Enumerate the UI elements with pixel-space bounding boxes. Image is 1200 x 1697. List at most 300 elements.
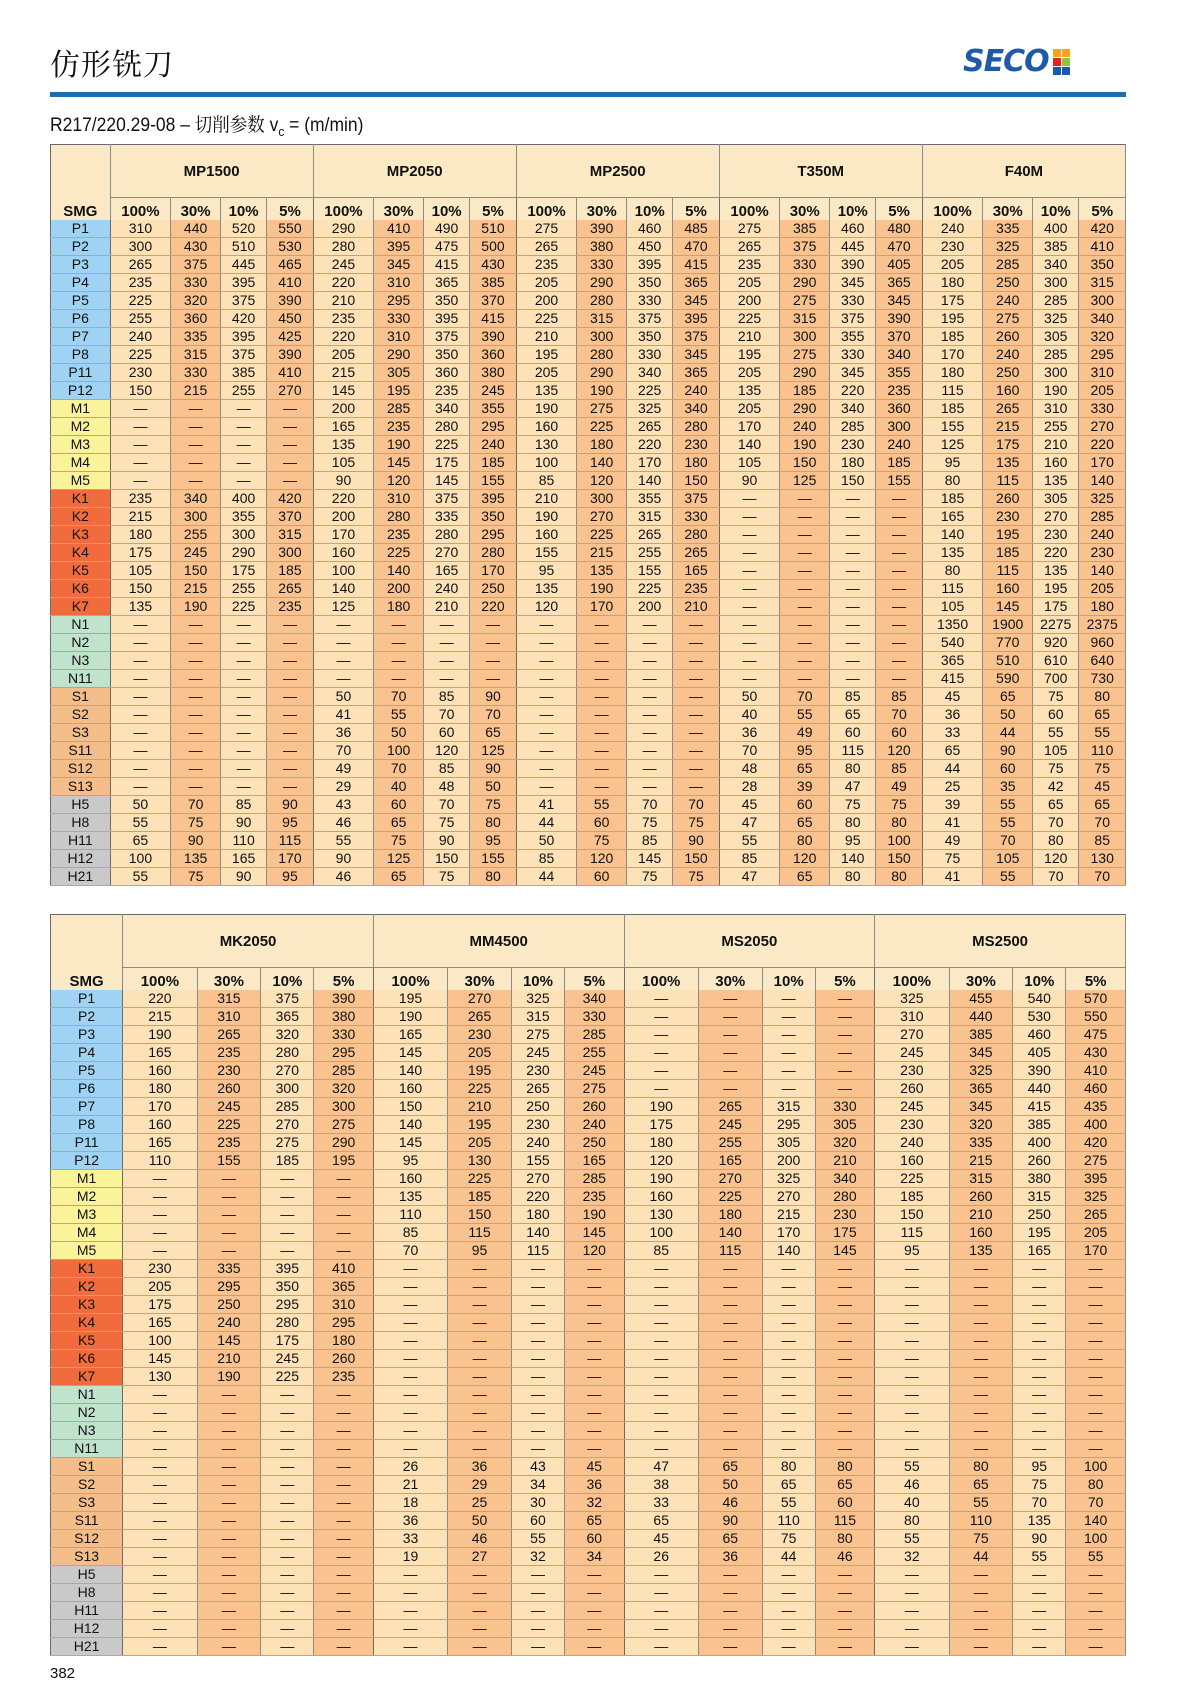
- value-cell: 55: [374, 706, 424, 724]
- value-cell: 185: [922, 328, 983, 346]
- value-cell: —: [314, 1440, 373, 1458]
- value-cell: —: [197, 1242, 261, 1260]
- value-cell: 85: [220, 796, 266, 814]
- value-cell: 530: [267, 238, 313, 256]
- value-cell: 50: [448, 1512, 512, 1530]
- value-cell: 295: [314, 1314, 373, 1332]
- value-cell: 185: [780, 382, 830, 400]
- value-cell: 190: [577, 580, 627, 598]
- value-cell: 195: [1013, 1224, 1066, 1242]
- value-cell: —: [830, 562, 876, 580]
- value-cell: —: [314, 1620, 373, 1638]
- value-cell: 290: [780, 400, 830, 418]
- table-row: [51, 1386, 1126, 1404]
- value-cell: 265: [110, 256, 171, 274]
- smg-cell: P2: [51, 1008, 123, 1026]
- value-cell: 130: [448, 1152, 512, 1170]
- logo-squares-icon: [1053, 49, 1070, 75]
- value-cell: 590: [983, 670, 1033, 688]
- smg-cell: N2: [51, 634, 111, 652]
- value-cell: 200: [719, 292, 780, 310]
- value-cell: —: [220, 652, 266, 670]
- value-cell: —: [624, 1638, 698, 1656]
- value-cell: 29: [313, 778, 374, 796]
- value-cell: 120: [1033, 850, 1079, 868]
- value-cell: 440: [1013, 1080, 1066, 1098]
- value-cell: 205: [1066, 1224, 1126, 1242]
- value-cell: —: [830, 598, 876, 616]
- value-cell: 195: [516, 346, 577, 364]
- smg-cell: K3: [51, 526, 111, 544]
- value-cell: 190: [516, 508, 577, 526]
- table-row: [51, 346, 1126, 364]
- value-cell: —: [261, 1440, 314, 1458]
- value-cell: 50: [516, 832, 577, 850]
- value-cell: 95: [516, 562, 577, 580]
- value-cell: 85: [719, 850, 780, 868]
- value-cell: 640: [1079, 652, 1126, 670]
- value-cell: 285: [1079, 508, 1126, 526]
- value-cell: 460: [830, 220, 876, 238]
- value-cell: —: [624, 1386, 698, 1404]
- value-cell: —: [261, 1548, 314, 1566]
- value-cell: —: [373, 1368, 447, 1386]
- value-cell: 250: [565, 1134, 625, 1152]
- value-cell: 395: [470, 490, 516, 508]
- value-cell: —: [1066, 1260, 1126, 1278]
- value-cell: 250: [197, 1296, 261, 1314]
- value-cell: 375: [627, 310, 673, 328]
- value-cell: 115: [875, 1224, 949, 1242]
- value-cell: —: [719, 508, 780, 526]
- value-cell: 340: [423, 400, 469, 418]
- value-cell: —: [698, 1584, 762, 1602]
- table-row: [51, 724, 1126, 742]
- percent-header: 100%: [719, 198, 780, 221]
- value-cell: 300: [267, 544, 313, 562]
- value-cell: —: [624, 1368, 698, 1386]
- value-cell: 120: [374, 472, 424, 490]
- value-cell: 46: [698, 1494, 762, 1512]
- value-cell: 270: [267, 382, 313, 400]
- subtitle-prefix: R217/220.29-08 – 切削参数 v: [50, 115, 279, 136]
- value-cell: —: [261, 1242, 314, 1260]
- value-cell: 245: [197, 1098, 261, 1116]
- value-cell: 140: [1079, 562, 1126, 580]
- value-cell: 100: [876, 832, 922, 850]
- value-cell: 395: [627, 256, 673, 274]
- value-cell: 285: [314, 1062, 373, 1080]
- value-cell: 150: [423, 850, 469, 868]
- value-cell: 150: [673, 472, 719, 490]
- value-cell: 295: [1079, 346, 1126, 364]
- value-cell: 220: [511, 1188, 564, 1206]
- value-cell: 65: [374, 868, 424, 886]
- value-cell: 330: [780, 256, 830, 274]
- value-cell: —: [511, 1368, 564, 1386]
- value-cell: —: [762, 1296, 815, 1314]
- value-cell: —: [762, 1062, 815, 1080]
- grade-header: MP1500: [110, 145, 313, 198]
- table-row: [51, 1278, 1126, 1296]
- value-cell: 145: [627, 850, 673, 868]
- value-cell: 215: [171, 580, 221, 598]
- value-cell: 430: [1066, 1044, 1126, 1062]
- value-cell: 235: [876, 382, 922, 400]
- value-cell: 185: [470, 454, 516, 472]
- percent-header: 5%: [267, 198, 313, 221]
- value-cell: 60: [815, 1494, 874, 1512]
- value-cell: —: [719, 562, 780, 580]
- value-cell: 55: [1013, 1548, 1066, 1566]
- value-cell: 255: [698, 1134, 762, 1152]
- smg-cell: M3: [51, 436, 111, 454]
- value-cell: —: [511, 1602, 564, 1620]
- smg-cell: M5: [51, 472, 111, 490]
- percent-header: 30%: [780, 198, 830, 221]
- table-row: [51, 1098, 1126, 1116]
- value-cell: —: [719, 616, 780, 634]
- smg-cell: M1: [51, 400, 111, 418]
- value-cell: 150: [673, 850, 719, 868]
- value-cell: —: [698, 1314, 762, 1332]
- value-cell: 340: [565, 990, 625, 1008]
- value-cell: 220: [123, 990, 197, 1008]
- value-cell: 120: [423, 742, 469, 760]
- value-cell: 340: [876, 346, 922, 364]
- value-cell: 85: [423, 760, 469, 778]
- value-cell: 40: [875, 1494, 949, 1512]
- value-cell: 25: [448, 1494, 512, 1512]
- value-cell: 365: [673, 364, 719, 382]
- value-cell: 435: [1066, 1098, 1126, 1116]
- value-cell: —: [261, 1404, 314, 1422]
- value-cell: —: [220, 634, 266, 652]
- value-cell: 245: [171, 544, 221, 562]
- value-cell: 440: [949, 1008, 1013, 1026]
- table-row: [51, 1080, 1126, 1098]
- value-cell: 225: [719, 310, 780, 328]
- table-row: [51, 1152, 1126, 1170]
- value-cell: —: [627, 706, 673, 724]
- smg-cell: K1: [51, 1260, 123, 1278]
- value-cell: —: [1013, 1350, 1066, 1368]
- value-cell: 80: [875, 1512, 949, 1530]
- value-cell: 225: [197, 1116, 261, 1134]
- value-cell: —: [110, 670, 171, 688]
- value-cell: —: [197, 1476, 261, 1494]
- value-cell: —: [314, 1530, 373, 1548]
- value-cell: 275: [314, 1116, 373, 1134]
- value-cell: —: [516, 778, 577, 796]
- value-cell: —: [698, 1620, 762, 1638]
- value-cell: —: [171, 436, 221, 454]
- value-cell: 115: [267, 832, 313, 850]
- value-cell: 195: [1033, 580, 1079, 598]
- smg-cell: M4: [51, 454, 111, 472]
- percent-header: 100%: [313, 198, 374, 221]
- value-cell: —: [762, 1368, 815, 1386]
- value-cell: —: [110, 400, 171, 418]
- value-cell: —: [624, 1620, 698, 1638]
- value-cell: 225: [698, 1188, 762, 1206]
- value-cell: —: [123, 1602, 197, 1620]
- value-cell: 415: [1013, 1098, 1066, 1116]
- value-cell: 195: [448, 1062, 512, 1080]
- value-cell: —: [875, 1638, 949, 1656]
- value-cell: —: [876, 526, 922, 544]
- value-cell: 340: [171, 490, 221, 508]
- value-cell: 75: [374, 832, 424, 850]
- value-cell: 175: [110, 544, 171, 562]
- value-cell: —: [698, 1332, 762, 1350]
- value-cell: —: [830, 490, 876, 508]
- page-number: 382: [50, 1665, 76, 1682]
- value-cell: —: [1066, 1422, 1126, 1440]
- value-cell: 540: [922, 634, 983, 652]
- value-cell: 165: [123, 1044, 197, 1062]
- value-cell: 75: [762, 1530, 815, 1548]
- value-cell: 380: [1013, 1170, 1066, 1188]
- value-cell: 120: [577, 850, 627, 868]
- value-cell: 55: [110, 814, 171, 832]
- value-cell: 245: [511, 1044, 564, 1062]
- percent-header: 5%: [1079, 198, 1126, 221]
- value-cell: —: [267, 634, 313, 652]
- grade-header: F40M: [922, 145, 1125, 198]
- value-cell: 325: [1033, 310, 1079, 328]
- percent-header: 30%: [577, 198, 627, 221]
- value-cell: —: [762, 1332, 815, 1350]
- value-cell: —: [267, 652, 313, 670]
- value-cell: 280: [577, 346, 627, 364]
- value-cell: 135: [110, 598, 171, 616]
- value-cell: 235: [110, 274, 171, 292]
- value-cell: —: [314, 1188, 373, 1206]
- value-cell: 105: [110, 562, 171, 580]
- value-cell: 180: [922, 274, 983, 292]
- table-row: [51, 1512, 1126, 1530]
- value-cell: 155: [516, 544, 577, 562]
- value-cell: —: [423, 652, 469, 670]
- value-cell: —: [698, 1566, 762, 1584]
- value-cell: 95: [267, 868, 313, 886]
- value-cell: 140: [373, 1116, 447, 1134]
- smg-cell: S1: [51, 1458, 123, 1476]
- value-cell: —: [261, 1530, 314, 1548]
- value-cell: 50: [719, 688, 780, 706]
- table-row: [51, 238, 1126, 256]
- value-cell: —: [197, 1512, 261, 1530]
- value-cell: 115: [830, 742, 876, 760]
- value-cell: 175: [815, 1224, 874, 1242]
- value-cell: 420: [1066, 1134, 1126, 1152]
- value-cell: 205: [1079, 580, 1126, 598]
- value-cell: 60: [577, 868, 627, 886]
- value-cell: —: [698, 1278, 762, 1296]
- value-cell: 210: [1033, 436, 1079, 454]
- value-cell: —: [949, 1404, 1013, 1422]
- smg-cell: S13: [51, 778, 111, 796]
- value-cell: 160: [313, 544, 374, 562]
- value-cell: 46: [313, 868, 374, 886]
- value-cell: 390: [267, 292, 313, 310]
- value-cell: 235: [110, 490, 171, 508]
- value-cell: 275: [780, 346, 830, 364]
- value-cell: 270: [1033, 508, 1079, 526]
- value-cell: 265: [511, 1080, 564, 1098]
- value-cell: —: [1066, 1368, 1126, 1386]
- value-cell: —: [374, 670, 424, 688]
- value-cell: —: [171, 688, 221, 706]
- value-cell: —: [949, 1386, 1013, 1404]
- value-cell: 355: [876, 364, 922, 382]
- value-cell: 220: [1079, 436, 1126, 454]
- value-cell: 125: [922, 436, 983, 454]
- value-cell: 140: [762, 1242, 815, 1260]
- table-row: [51, 472, 1126, 490]
- value-cell: 320: [261, 1026, 314, 1044]
- value-cell: 405: [1013, 1044, 1066, 1062]
- value-cell: —: [123, 1458, 197, 1476]
- value-cell: 2375: [1079, 616, 1126, 634]
- value-cell: 295: [314, 1044, 373, 1062]
- value-cell: —: [448, 1404, 512, 1422]
- value-cell: —: [719, 490, 780, 508]
- value-cell: 70: [423, 706, 469, 724]
- value-cell: 255: [220, 580, 266, 598]
- value-cell: 225: [627, 382, 673, 400]
- value-cell: 115: [922, 382, 983, 400]
- value-cell: 350: [470, 508, 516, 526]
- smg-cell: H5: [51, 796, 111, 814]
- percent-header: 5%: [565, 968, 625, 991]
- value-cell: —: [565, 1260, 625, 1278]
- value-cell: 160: [516, 526, 577, 544]
- value-cell: 70: [1079, 868, 1126, 886]
- smg-cell: S2: [51, 706, 111, 724]
- value-cell: 180: [374, 598, 424, 616]
- value-cell: 365: [876, 274, 922, 292]
- smg-cell: M3: [51, 1206, 123, 1224]
- value-cell: 325: [875, 990, 949, 1008]
- value-cell: 125: [374, 850, 424, 868]
- header-rule: [50, 92, 1126, 97]
- value-cell: 60: [423, 724, 469, 742]
- value-cell: —: [577, 778, 627, 796]
- value-cell: 315: [762, 1098, 815, 1116]
- table-row: [51, 990, 1126, 1008]
- value-cell: 375: [220, 346, 266, 364]
- value-cell: 395: [374, 238, 424, 256]
- smg-cell: H21: [51, 868, 111, 886]
- value-cell: 100: [1066, 1458, 1126, 1476]
- value-cell: 390: [470, 328, 516, 346]
- value-cell: 65: [624, 1512, 698, 1530]
- value-cell: —: [373, 1386, 447, 1404]
- value-cell: —: [373, 1260, 447, 1278]
- value-cell: 120: [780, 850, 830, 868]
- value-cell: 75: [673, 814, 719, 832]
- value-cell: 240: [922, 220, 983, 238]
- value-cell: —: [780, 580, 830, 598]
- value-cell: 355: [470, 400, 516, 418]
- value-cell: 46: [875, 1476, 949, 1494]
- value-cell: —: [123, 1584, 197, 1602]
- value-cell: —: [719, 634, 780, 652]
- value-cell: 190: [516, 400, 577, 418]
- value-cell: —: [698, 1008, 762, 1026]
- smg-cell: K6: [51, 580, 111, 598]
- value-cell: 485: [673, 220, 719, 238]
- value-cell: 270: [1079, 418, 1126, 436]
- value-cell: —: [511, 1422, 564, 1440]
- value-cell: —: [1013, 1314, 1066, 1332]
- table-row: [51, 1170, 1126, 1188]
- value-cell: 230: [1033, 526, 1079, 544]
- value-cell: 55: [577, 796, 627, 814]
- value-cell: —: [577, 742, 627, 760]
- smg-cell: P5: [51, 1062, 123, 1080]
- value-cell: 400: [220, 490, 266, 508]
- value-cell: 365: [423, 274, 469, 292]
- table-row: [51, 1350, 1126, 1368]
- value-cell: 19: [373, 1548, 447, 1566]
- value-cell: —: [110, 688, 171, 706]
- value-cell: 350: [627, 274, 673, 292]
- value-cell: 135: [922, 544, 983, 562]
- value-cell: —: [949, 1638, 1013, 1656]
- value-cell: 475: [1066, 1026, 1126, 1044]
- smg-cell: K5: [51, 562, 111, 580]
- grade-header: MP2500: [516, 145, 719, 198]
- value-cell: 300: [110, 238, 171, 256]
- value-cell: 145: [815, 1242, 874, 1260]
- value-cell: 140: [922, 526, 983, 544]
- value-cell: 390: [577, 220, 627, 238]
- value-cell: 360: [423, 364, 469, 382]
- value-cell: 85: [516, 472, 577, 490]
- value-cell: 75: [627, 868, 673, 886]
- value-cell: —: [110, 634, 171, 652]
- value-cell: 185: [261, 1152, 314, 1170]
- value-cell: 85: [624, 1242, 698, 1260]
- value-cell: 250: [983, 364, 1033, 382]
- value-cell: —: [624, 1296, 698, 1314]
- value-cell: —: [448, 1314, 512, 1332]
- value-cell: 245: [565, 1062, 625, 1080]
- value-cell: 175: [1033, 598, 1079, 616]
- value-cell: —: [673, 670, 719, 688]
- value-cell: —: [949, 1260, 1013, 1278]
- value-cell: —: [830, 670, 876, 688]
- value-cell: 265: [516, 238, 577, 256]
- value-cell: 415: [470, 310, 516, 328]
- value-cell: —: [373, 1620, 447, 1638]
- value-cell: —: [220, 670, 266, 688]
- value-cell: 140: [1079, 472, 1126, 490]
- value-cell: 270: [511, 1170, 564, 1188]
- value-cell: —: [423, 634, 469, 652]
- value-cell: 220: [1033, 544, 1079, 562]
- value-cell: 65: [815, 1476, 874, 1494]
- value-cell: 75: [876, 796, 922, 814]
- value-cell: 225: [448, 1170, 512, 1188]
- value-cell: 240: [983, 346, 1033, 364]
- value-cell: —: [875, 1620, 949, 1638]
- value-cell: 120: [876, 742, 922, 760]
- value-cell: 375: [261, 990, 314, 1008]
